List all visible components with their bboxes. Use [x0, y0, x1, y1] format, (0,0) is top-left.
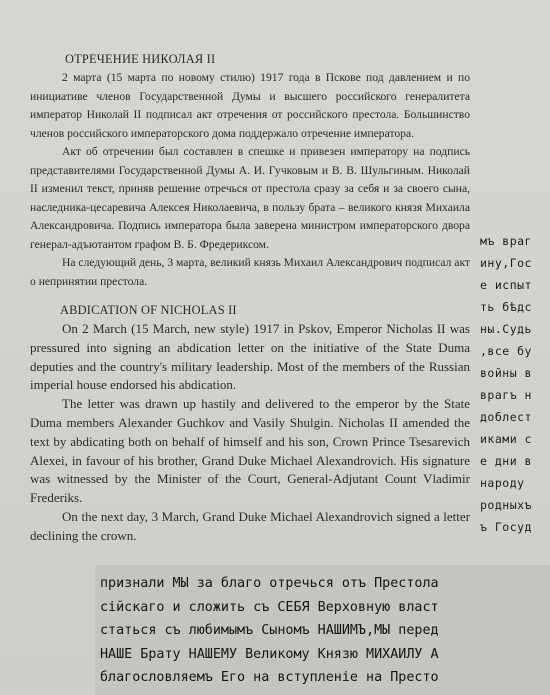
typed-line: войны в: [480, 366, 532, 380]
russian-section: [30, 50, 470, 291]
typed-line: народу: [480, 476, 525, 490]
typed-line: ину,Гос: [480, 256, 532, 270]
typed-line: мъ враг: [480, 234, 532, 248]
english-paragraph-2: The letter was drawn up hastily and delivered to the emperor by the State Duma members Alexander Guchkov and Vasily Shulgin. Nicholas II amended the text by abdicating both on behalf of himself and his son, Crown Prince Tsesarevich Alexei, in favour of his brother, Grand Duke Michael Alexandrovich. His signature was witnessed by the Minister of the Court, General-Adjutant Count Vladimir Frederiks.: [30, 396, 470, 506]
typed-line: сійскаго и сложить съ СЕБЯ Верховную власт: [100, 599, 439, 615]
typed-line: ть бѣдс: [480, 300, 532, 314]
typed-line: ны.Судь: [480, 322, 532, 336]
english-title: ABDICATION OF NICHOLAS II: [60, 303, 237, 317]
typewritten-document-right: [480, 230, 550, 538]
typed-line: врагъ н: [480, 388, 532, 402]
text-column: [30, 50, 470, 546]
typed-line: е дни в: [480, 454, 532, 468]
russian-title: ОТРЕЧЕНИЕ НИКОЛАЯ II: [65, 52, 216, 66]
russian-paragraph-1: 2 марта (15 марта по новому стилю) 1917 года в Пскове под давлением и по инициативе членов Государственной Думы и высшего российского генералитета император Николай II подписал акт отречения от российского престола. Большинство членов российского императорского дома поддержало отречение императора.: [30, 71, 470, 140]
russian-paragraph-3: На следующий день, 3 марта, великий князь Михаил Александрович подписал акт о непринятии престола.: [30, 256, 470, 288]
typed-line: ,все бу: [480, 344, 532, 358]
typed-line: НАШЕ Брату НАШЕМУ Великому Князю МИХАИЛУ А: [100, 646, 439, 662]
english-paragraph-3: On the next day, 3 March, Grand Duke Michael Alexandrovich signed a letter declining the crown.: [30, 508, 470, 543]
typed-line: родныхъ: [480, 498, 532, 512]
typed-line: доблест: [480, 410, 532, 424]
english-section: [30, 301, 470, 546]
typed-line: статься съ любимымъ Сыномъ НАШИМЪ,МЫ перед: [100, 623, 439, 638]
typed-line: ъ Госуд: [480, 520, 532, 534]
typewritten-document-bottom: [100, 572, 550, 690]
typed-line: иками с: [480, 432, 532, 446]
english-paragraph-1: On 2 March (15 March, new style) 1917 in Pskov, Emperor Nicholas II was pressured into signing an abdication letter on the initiative of the State Duma deputies and the country's military leadership. Most of the members of the Russian imperial house endorsed his abdication.: [30, 321, 470, 393]
typed-line: благословляемъ Его на вступленіе на Престо: [100, 670, 439, 685]
russian-paragraph-2: Акт об отречении был составлен в спешке и привезен императору на подпись представителями Государственной Думы А. И. Гучковым и В. В. Шульгиным. Николай II изменил текст, приняв решение отречься от престола сразу за себя и за своего сына, наследника-цесаревича Алексея Николаевича, в пользу брата – великого князя Михаила Александровича. Подпись императора была заверена министром императорского двора генерал-адъютантом графом В. Б. Фредериксом.: [30, 145, 470, 251]
typed-line: е испыт: [480, 278, 532, 292]
typed-line: признали МЫ за благо отречься отъ Престола: [100, 576, 439, 591]
